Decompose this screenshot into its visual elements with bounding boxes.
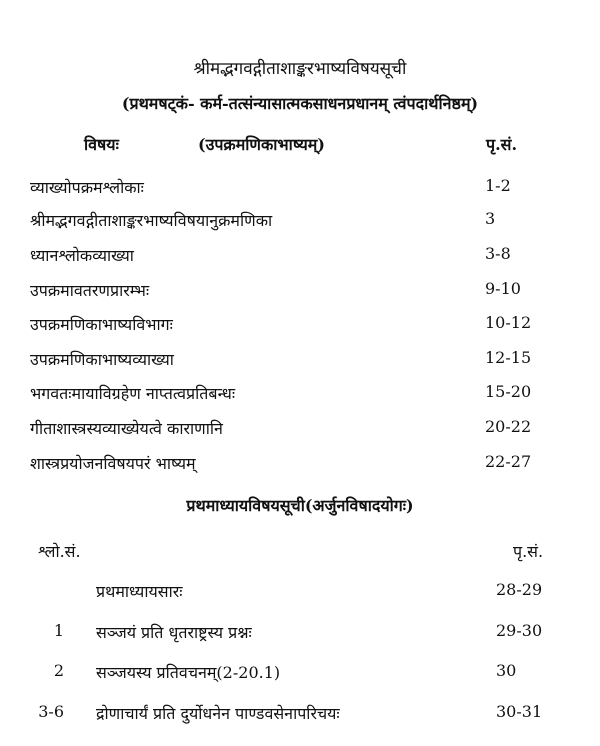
verse-row-label: सञ्जयं प्रति धृतराष्ट्रस्य प्रश्नः xyxy=(96,623,252,642)
toc-row-page: 9-10 xyxy=(485,279,521,298)
section-heading: (उपक्रमणिकाभाष्यम्) xyxy=(198,135,325,154)
toc-row-page: 12-15 xyxy=(485,348,532,367)
verse-number: 1 xyxy=(53,621,64,640)
verse-row-page: 29-30 xyxy=(496,621,543,640)
toc-row-label: उपक्रमावतरणप्रारम्भः xyxy=(30,281,150,300)
toc-row-page: 10-12 xyxy=(485,313,532,332)
verse-row-label: प्रथमाध्यायसारः xyxy=(96,582,183,601)
verse-number: 3-6 xyxy=(38,702,64,721)
column-verse-header: श्लो.सं. xyxy=(38,542,81,561)
toc-row-page: 20-22 xyxy=(485,417,532,436)
toc-row-page: 3 xyxy=(485,209,496,228)
document-title: श्रीमद्भगवद्गीताशाङ्करभाष्यविषयसूची xyxy=(193,59,407,79)
chapter-heading: प्रथमाध्यायविषयसूची(अर्जुनविषादयोगः) xyxy=(186,496,414,515)
toc-row-label: भगवतःमायाविग्रहेण नाप्तत्वप्रतिबन्धः xyxy=(30,384,236,403)
verse-row-label: द्रोणाचार्यं प्रति दुर्योधनेन पाण्डवसेनापरिचयः xyxy=(96,704,340,723)
toc-row-label: व्याख्योपक्रमश्लोकाः xyxy=(30,178,144,197)
column-page-header: पृ.सं. xyxy=(513,542,544,561)
toc-row-page: 3-8 xyxy=(485,244,511,263)
verse-row-page: 28-29 xyxy=(496,580,543,599)
verse-number: 2 xyxy=(53,661,64,680)
toc-row-label: गीताशास्त्रस्यव्याख्येयत्वे काराणानि xyxy=(30,419,223,438)
toc-row-page: 15-20 xyxy=(485,382,532,401)
toc-row-page: 1-2 xyxy=(485,176,511,195)
document-subtitle: (प्रथमषट्कं- कर्म-तत्संन्यासात्मकसाधनप्रधानम् त्वंपदार्थनिष्ठम्) xyxy=(121,94,479,113)
column-subject-header: विषयः xyxy=(84,135,119,154)
toc-row-label: ध्यानश्लोकव्याख्या xyxy=(30,246,134,265)
verse-row-page: 30 xyxy=(496,661,517,680)
verse-row-label: सञ्जयस्य प्रतिवचनम्(2-20.1) xyxy=(96,663,281,682)
verse-row-page: 30-31 xyxy=(496,702,543,721)
toc-row-label: उपक्रमणिकाभाष्यविभागः xyxy=(30,315,173,334)
column-page-header: पृ.सं. xyxy=(486,135,518,154)
toc-row-label: शास्त्रप्रयोजनविषयपरं भाष्यम् xyxy=(30,454,196,473)
toc-row-label: श्रीमद्भगवद्गीताशाङ्करभाष्यविषयानुक्रमणिका xyxy=(30,211,273,230)
toc-row-page: 22-27 xyxy=(485,452,532,471)
toc-row-label: उपक्रमणिकाभाष्यव्याख्या xyxy=(30,350,174,369)
